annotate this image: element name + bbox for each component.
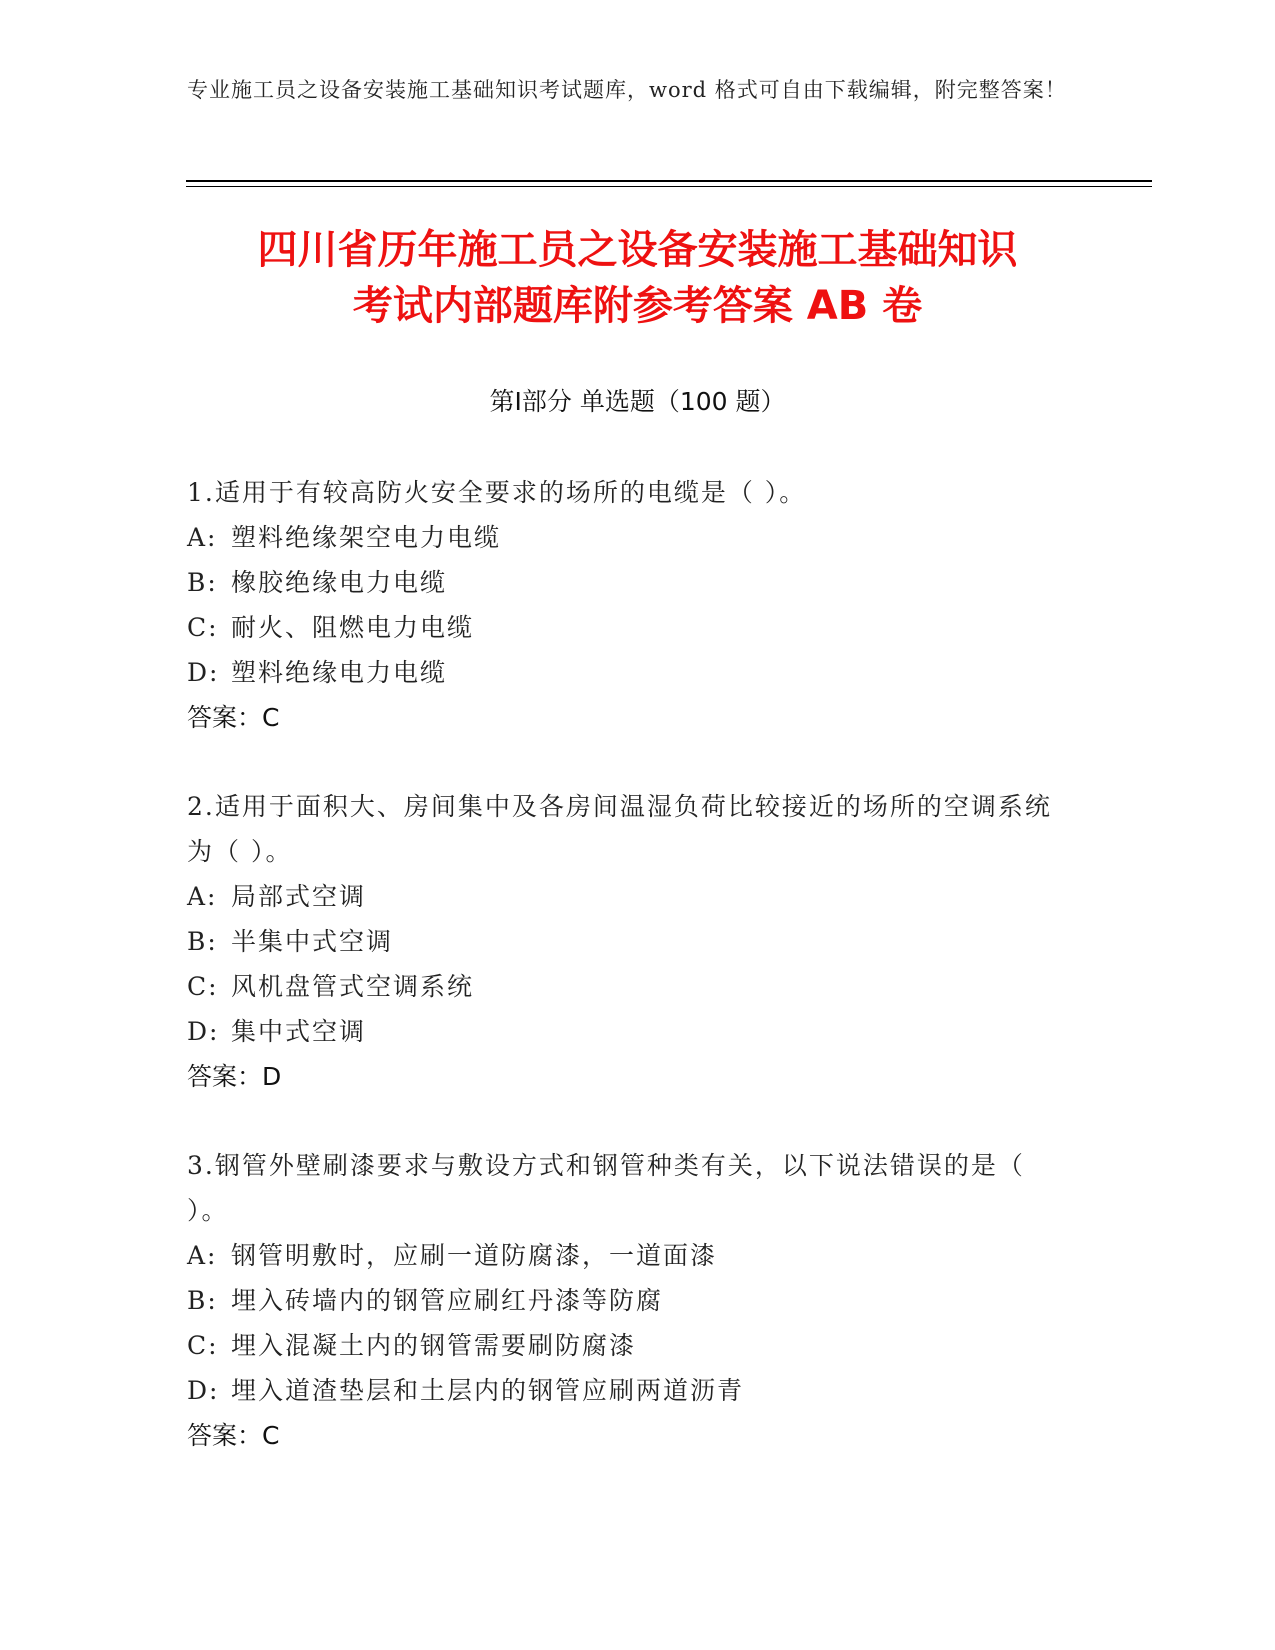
option-letter: A: [187, 523, 218, 552]
question-stem: 1.适用于有较高防火安全要求的场所的电缆是（ ）。 [187, 478, 807, 507]
option-d [187, 650, 1067, 695]
option-letter: A: [187, 1241, 218, 1270]
option-letter: B: [187, 927, 218, 956]
option-text: 塑料绝缘电力电缆 [231, 658, 448, 687]
question-1 [187, 470, 1067, 740]
question-stem: 2.适用于面积大、房间集中及各房间温湿负荷比较接近的场所的空调系统为（ ）。 [187, 792, 1052, 866]
option-letter: B: [187, 568, 218, 597]
answer: 答案：C [187, 1421, 280, 1450]
option-text: 钢管明敷时，应刷一道防腐漆，一道面漆 [231, 1241, 718, 1270]
document-title-line-2: 考试内部题库附参考答案 AB 卷 [352, 283, 923, 329]
option-a [187, 874, 1067, 919]
option-text: 埋入混凝土内的钢管需要刷防腐漆 [231, 1331, 637, 1360]
option-letter: B: [187, 1286, 218, 1315]
option-c [187, 1323, 1067, 1368]
header-rule-thick [186, 180, 1152, 182]
question-stem: 3.钢管外壁刷漆要求与敷设方式和钢管种类有关，以下说法错误的是（ ）。 [187, 1151, 1025, 1225]
question-3 [187, 1143, 1067, 1458]
option-a [187, 515, 1067, 560]
option-text: 橡胶绝缘电力电缆 [231, 568, 448, 597]
option-letter: D: [187, 658, 220, 687]
option-d [187, 1009, 1067, 1054]
question-list [187, 470, 1067, 1502]
option-text: 风机盘管式空调系统 [231, 972, 475, 1001]
option-text: 集中式空调 [231, 1017, 367, 1046]
option-text: 埋入砖墙内的钢管应刷红丹漆等防腐 [231, 1286, 664, 1315]
option-text: 局部式空调 [231, 882, 367, 911]
option-letter: D: [187, 1376, 220, 1405]
option-d [187, 1368, 1067, 1413]
option-letter: C: [187, 613, 219, 642]
section-title: 第Ⅰ部分 单选题（100 题） [489, 387, 786, 416]
option-text: 耐火、阻燃电力电缆 [231, 613, 475, 642]
header-note: 专业施工员之设备安装施工基础知识考试题库，word 格式可自由下载编辑，附完整答案！ [187, 78, 1067, 102]
option-b [187, 1278, 1067, 1323]
document-title-line-1: 四川省历年施工员之设备安装施工基础知识 [257, 227, 1018, 273]
option-letter: A: [187, 882, 218, 911]
question-2 [187, 784, 1067, 1099]
option-b [187, 919, 1067, 964]
option-text: 半集中式空调 [231, 927, 394, 956]
option-letter: C: [187, 972, 219, 1001]
option-text: 埋入道渣垫层和土层内的钢管应刷两道沥青 [231, 1376, 745, 1405]
option-letter: D: [187, 1017, 220, 1046]
header-rule-thin [186, 186, 1152, 187]
option-letter: C: [187, 1331, 219, 1360]
document-title [150, 222, 1125, 334]
option-a [187, 1233, 1067, 1278]
option-c [187, 964, 1067, 1009]
option-b [187, 560, 1067, 605]
answer: 答案：D [187, 1062, 282, 1091]
answer: 答案：C [187, 703, 280, 732]
option-c [187, 605, 1067, 650]
option-text: 塑料绝缘架空电力电缆 [231, 523, 502, 552]
